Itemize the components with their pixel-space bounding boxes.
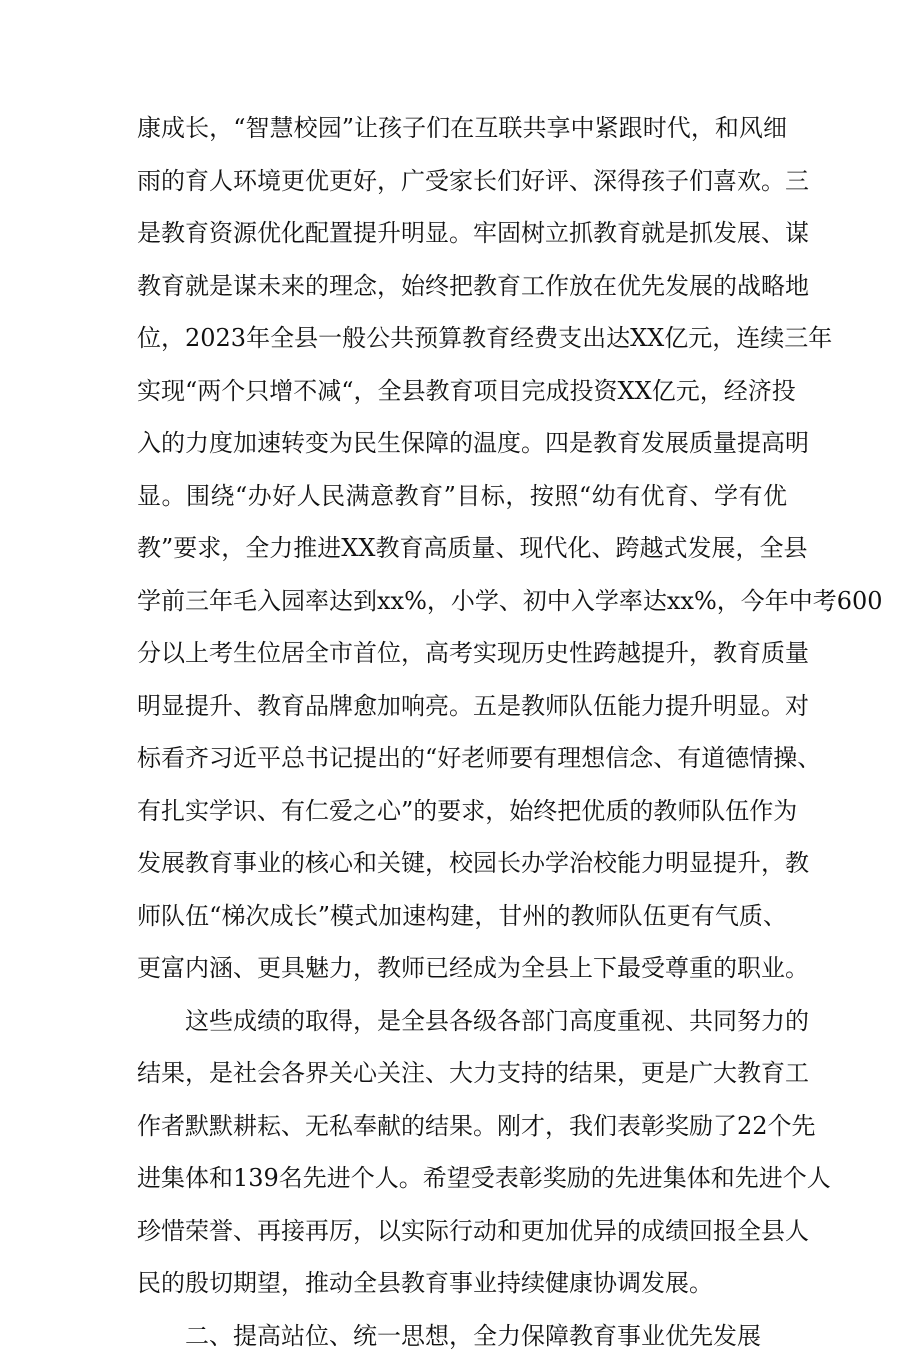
text-line: 康成长，“智慧校园”让孩子们在互联共享中紧跟时代，和风细 [137,102,787,155]
text-line: 进集体和139名先进个人。希望受表彰奖励的先进集体和先进个人 [137,1152,787,1205]
text-line: 发展教育事业的核心和关键，校园长办学治校能力明显提升，教 [137,837,787,890]
text-line: 分以上考生位居全市首位，高考实现历史性跨越提升，教育质量 [137,627,787,680]
document-body [137,102,787,1362]
text-line: 学前三年毛入园率达到xx%，小学、初中入学率达xx%，今年中考600 [137,575,787,628]
text-line: 有扎实学识、有仁爱之心”的要求，始终把优质的教师队伍作为 [137,785,787,838]
text-line: 入的力度加速转变为民生保障的温度。四是教育发展质量提高明 [137,417,787,470]
text-line: 教育就是谋未来的理念，始终把教育工作放在优先发展的战略地 [137,260,787,313]
text-line: 更富内涵、更具魅力，教师已经成为全县上下最受尊重的职业。 [137,942,787,995]
text-line: 是教育资源优化配置提升明显。牢固树立抓教育就是抓发展、谋 [137,207,787,260]
text-line: 作者默默耕耘、无私奉献的结果。刚才，我们表彰奖励了22个先 [137,1100,787,1153]
text-line: 结果，是社会各界关心关注、大力支持的结果，更是广大教育工 [137,1047,787,1100]
text-line: 明显提升、教育品牌愈加响亮。五是教师队伍能力提升明显。对 [137,680,787,733]
text-line: 显。围绕“办好人民满意教育”目标，按照“幼有优育、学有优 [137,470,787,523]
text-line: 标看齐习近平总书记提出的“好老师要有理想信念、有道德情操、 [137,732,787,785]
text-line: 珍惜荣誉、再接再厉，以实际行动和更加优异的成绩回报全县人 [137,1205,787,1258]
paragraph-recognition [137,995,787,1310]
text-line: 这些成绩的取得，是全县各级各部门高度重视、共同努力的 [137,995,787,1048]
text-line: 雨的育人环境更优更好，广受家长们好评、深得孩子们喜欢。三 [137,155,787,208]
text-line: 师队伍“梯次成长”模式加速构建，甘州的教师队伍更有气质、 [137,890,787,943]
paragraph-achievements [137,102,787,995]
text-line: 实现“两个只增不减“，全县教育项目完成投资XX亿元，经济投 [137,365,787,418]
section-heading: 二、提高站位、统一思想，全力保障教育事业优先发展 [137,1310,787,1362]
text-line: 位，2023年全县一般公共预算教育经费支出达XX亿元，连续三年 [137,312,787,365]
text-line: 民的殷切期望，推动全县教育事业持续健康协调发展。 [137,1257,787,1310]
text-line: 教”要求，全力推进XX教育高质量、现代化、跨越式发展，全县 [137,522,787,575]
